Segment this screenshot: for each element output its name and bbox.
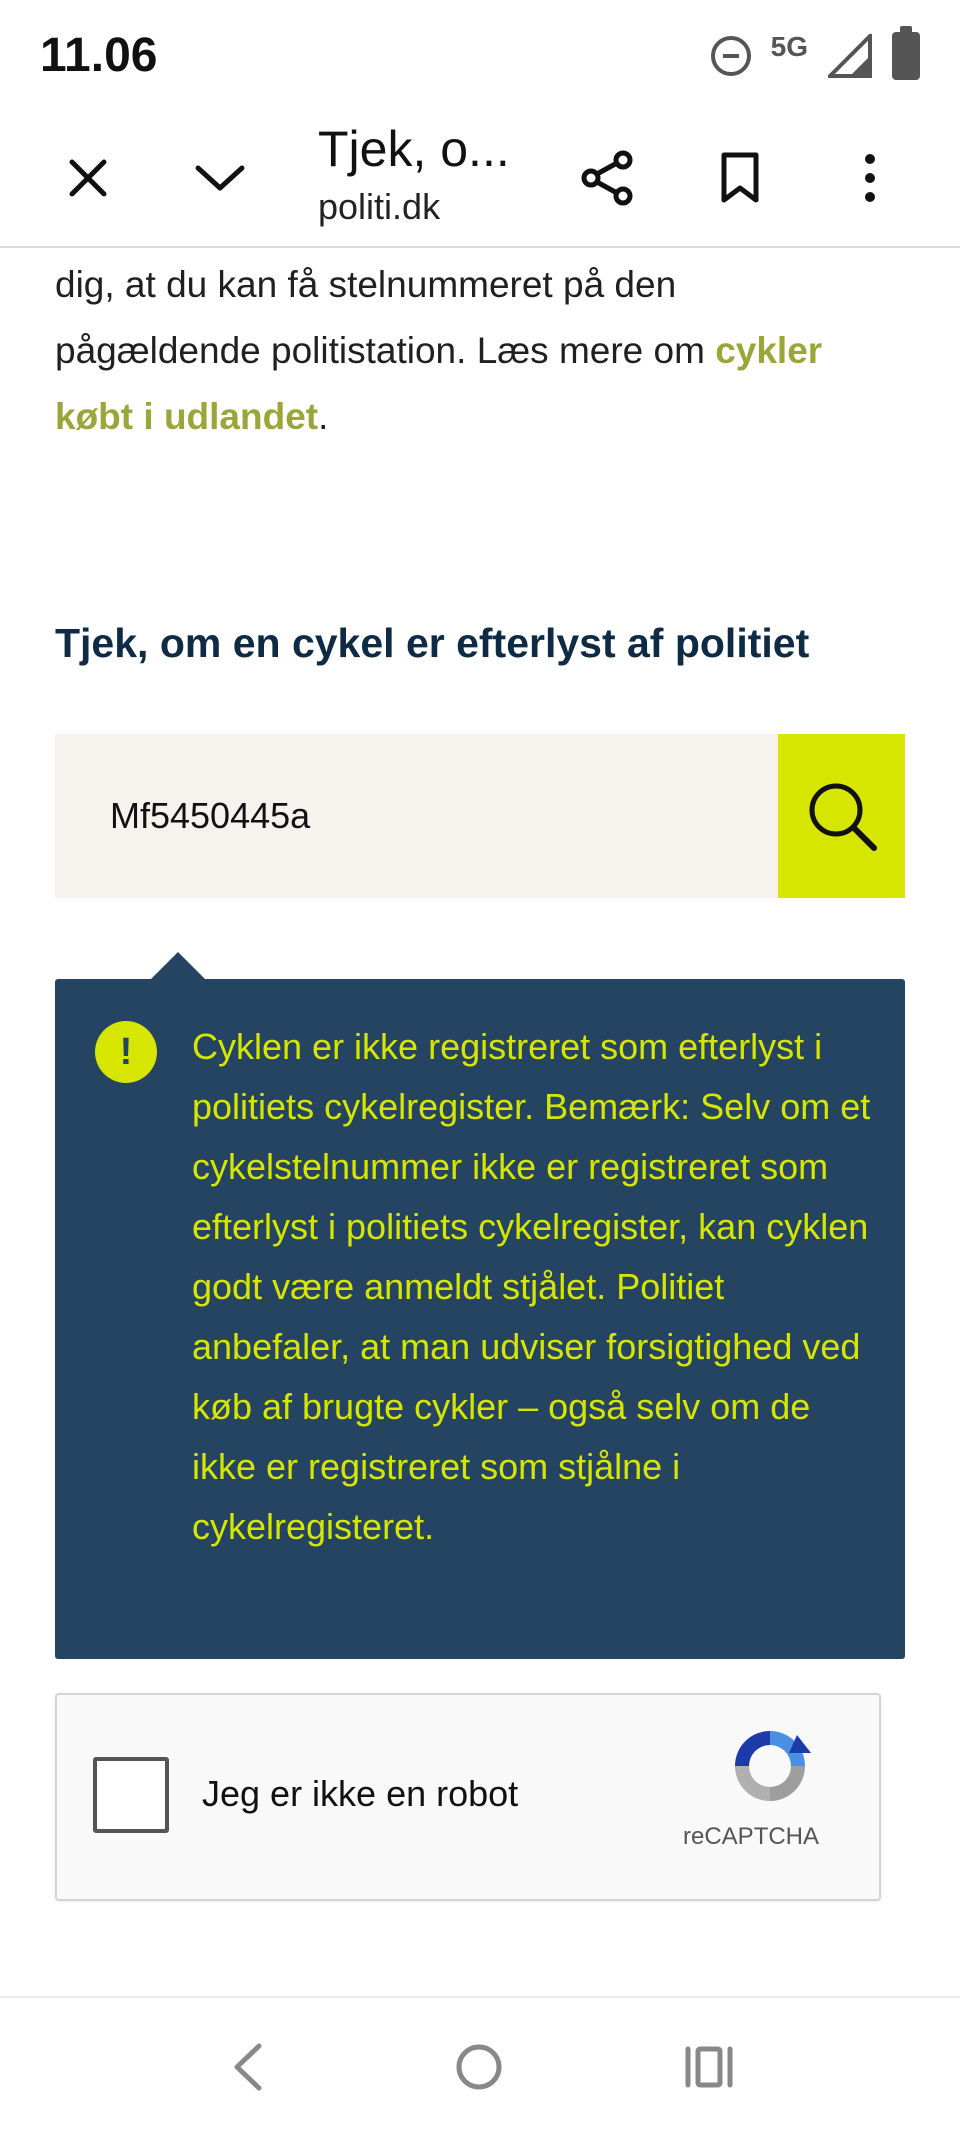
intro-paragraph — [55, 248, 905, 450]
page-title: Tjek, o... — [318, 121, 510, 177]
foreign-bikes-link-part1[interactable]: cykler — [715, 330, 823, 371]
home-icon — [454, 2042, 504, 2092]
page-content — [0, 248, 960, 1996]
search-icon — [804, 778, 880, 854]
nav-back-button[interactable] — [212, 2032, 282, 2102]
foreign-bikes-link-part2[interactable]: købt i udlandet — [55, 396, 319, 437]
more-options-button[interactable] — [830, 138, 910, 218]
share-button[interactable] — [568, 138, 648, 218]
minimize-button[interactable] — [180, 138, 260, 218]
intro-line-3 — [55, 318, 905, 384]
browser-toolbar — [0, 110, 960, 248]
signal-icon — [828, 34, 872, 78]
bookmark-button[interactable] — [700, 138, 780, 218]
network-type-label: 5G — [770, 31, 808, 62]
chevron-down-icon — [194, 162, 246, 194]
recents-icon — [684, 2045, 734, 2089]
exclamation-icon: ! — [95, 1021, 157, 1083]
section-heading: Tjek, om en cykel er efterlyst af politiet — [55, 620, 810, 666]
captcha-label: Jeg er ikke en robot — [202, 1773, 519, 1814]
page-url: politi.dk — [318, 186, 441, 227]
intro-line-3-text: pågældende politistation. Læs mere om — [55, 330, 716, 371]
intro-line-4 — [55, 384, 905, 450]
close-tab-button[interactable] — [48, 138, 128, 218]
bookmark-icon — [720, 152, 760, 204]
search-button[interactable] — [778, 734, 905, 898]
frame-number-input[interactable] — [55, 734, 778, 898]
more-vert-icon — [863, 153, 877, 203]
status-icons — [711, 28, 920, 84]
nav-recents-button[interactable] — [674, 2032, 744, 2102]
battery-icon — [892, 32, 920, 80]
result-pointer — [150, 952, 206, 980]
close-icon — [66, 156, 110, 200]
not-robot-checkbox[interactable] — [93, 1757, 169, 1833]
system-nav-bar — [0, 1996, 960, 2133]
recaptcha-widget — [55, 1693, 881, 1901]
recaptcha-brand: reCAPTCHA — [683, 1823, 820, 1850]
share-icon — [581, 150, 635, 206]
search-result-box — [55, 979, 905, 1659]
intro-line-2: dig, at du kan få stelnummeret på den — [55, 264, 677, 305]
nav-home-button[interactable] — [444, 2032, 514, 2102]
status-time: 11.06 — [40, 29, 158, 82]
frame-number-search — [55, 734, 905, 898]
intro-end: . — [318, 396, 329, 437]
recaptcha-logo-icon — [727, 1723, 813, 1809]
search-result-text: Cyklen er ikke registreret som efterlyst i politiets cykelregister. Bemærk: Selv om et cykelstelnummer ikke er registreret som efterlyst i politiets cykelregister, kan cyklen godt være anmeldt stjålet. Politiet anbefaler, at man udviser forsigtighed ved køb af brugte cykler – også selv om de ikke er registreret som stjålne i cykelregisteret. — [192, 1026, 871, 1547]
status-bar — [0, 0, 960, 110]
back-icon — [229, 2042, 265, 2092]
do-not-disturb-icon — [711, 36, 751, 76]
